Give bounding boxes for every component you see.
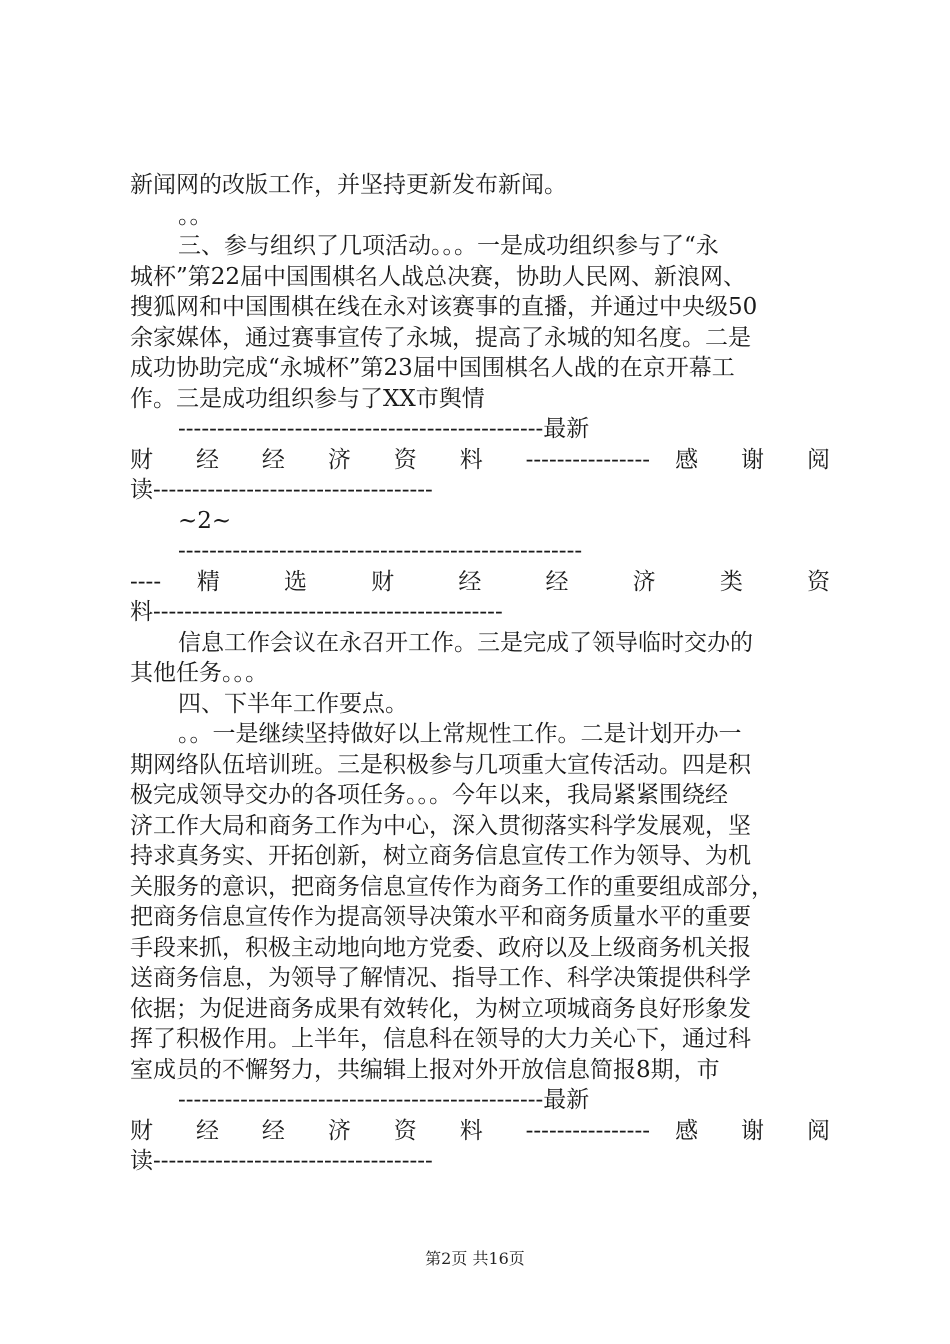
text-line: ----------------------------------------------------	[178, 538, 583, 564]
text-line: 财 经 经 济 资 料 ---------------- 感 谢 阅	[130, 1117, 830, 1144]
text-line: 。。	[178, 202, 213, 229]
text-line: 送商务信息，为领导了解情况、指导工作、科学决策提供科学	[130, 965, 751, 991]
text-line: 料---------------------------------------------	[130, 599, 503, 625]
text-line: 读------------------------------------	[130, 477, 433, 503]
text-line: 余家媒体，通过赛事宣传了永城，提高了永城的知名度。二是	[130, 324, 751, 351]
text-line: 新闻网的改版工作，并坚持更新发布新闻。	[130, 172, 567, 198]
text-line: -----------------------------------------------最新	[178, 1087, 590, 1113]
text-line: 挥了积极作用。上半年，信息科在领导的大力关心下，通过科	[130, 1026, 751, 1052]
page-footer	[0, 1246, 950, 1269]
text-line: -----------------------------------------------最新	[178, 416, 590, 442]
text-line: 把商务信息宣传作为提高领导决策水平和商务质量水平的重要	[130, 904, 751, 930]
text-line: 手段来抓，积极主动地向地方党委、政府以及上级商务机关报	[130, 934, 751, 961]
text-line: 三、参与组织了几项活动。。。一是成功组织参与了“永	[178, 233, 719, 259]
text-line: 成功协助完成“永城杯”第23届中国围棋名人战的在京开幕工	[130, 355, 735, 381]
text-line: 信息工作会议在永召开工作。三是完成了领导临时交办的	[178, 629, 753, 656]
text-line: ~2~	[178, 507, 232, 534]
text-line: 作。三是成功组织参与了XX市舆情	[130, 385, 485, 412]
text-line: 极完成领导交办的各项任务。。。今年以来，我局紧紧围绕经	[130, 782, 728, 808]
text-line: 持求真务实、开拓创新，树立商务信息宣传工作为领导、为机	[130, 843, 751, 869]
page-number: 第2页 共16页	[425, 1249, 525, 1268]
text-line: 读------------------------------------	[130, 1148, 433, 1174]
text-line: 其他任务。。。	[130, 660, 268, 686]
text-line: 四、下半年工作要点。	[178, 690, 408, 717]
text-line: 期网络队伍培训班。三是积极参与几项重大宣传活动。四是积	[130, 751, 751, 778]
text-line: 依据；为促进商务成果有效转化，为树立项城商务良好形象发	[130, 995, 751, 1022]
text-line: 城杯”第22届中国围棋名人战总决赛，协助人民网、新浪网、	[130, 263, 747, 290]
text-line: 搜狐网和中国围棋在线在永对该赛事的直播，并通过中央级50	[130, 294, 758, 320]
text-line: ---- 精 选 财 经 经 济 类 资	[130, 568, 830, 595]
text-line: 室成员的不懈努力，共编辑上报对外开放信息简报8期，市	[130, 1056, 720, 1083]
text-line: 关服务的意识，把商务信息宣传作为商务工作的重要组成部分，	[130, 873, 774, 900]
text-line: 济工作大局和商务工作为中心，深入贯彻落实科学发展观，坚	[130, 812, 751, 839]
text-line: 。。一是继续坚持做好以上常规性工作。二是计划开办一	[178, 721, 742, 747]
document-body	[130, 170, 830, 1177]
text-line: 财 经 经 济 资 料 ---------------- 感 谢 阅	[130, 446, 830, 473]
